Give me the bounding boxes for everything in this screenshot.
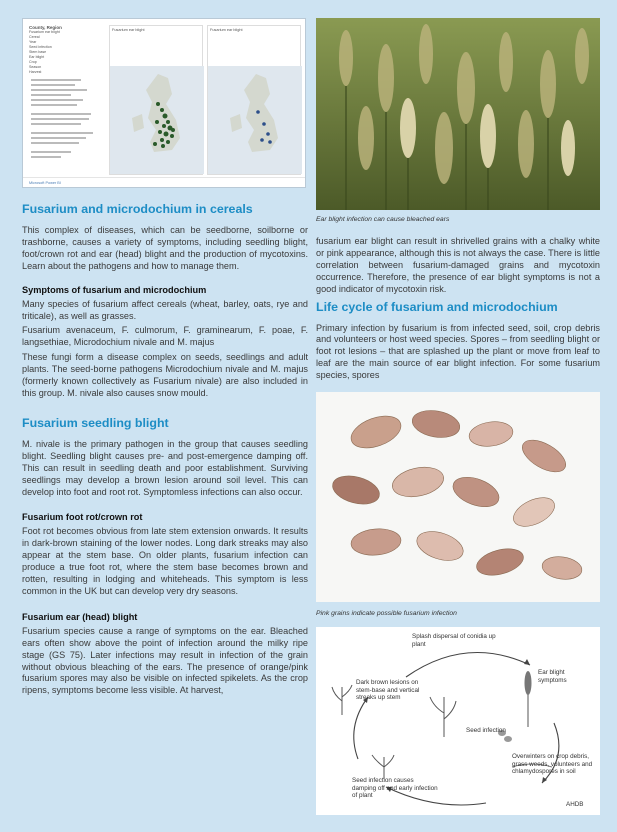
map-title: Fusarium ear blight xyxy=(210,28,243,32)
left-column xyxy=(22,18,308,697)
sidebar-line: Stem base xyxy=(29,50,47,54)
map-panel-1 xyxy=(109,25,203,175)
sidebar-line: Cereal xyxy=(29,35,40,39)
uk-map-2 xyxy=(208,34,302,174)
powerbi-footer xyxy=(23,177,305,187)
footrot-paragraph: Foot rot becomes obvious from late stem extension onwards. It results in dark-brown staining of the lower nodes. Long dark streaks may also appear at the stem base. On older plants, fusarium infection can produce a true foot rot, where the stem base becomes brown and rotten, resulting in lodging and whiteheads. This symptom is less common in the UK but can develop very dry seasons. xyxy=(22,526,308,596)
symptoms-paragraph-1: Many species of fusarium affect cereals (wheat, barley, oats, rye and triticale), as well as grasses. xyxy=(22,298,308,321)
uk-map-1 xyxy=(110,34,204,174)
sidebar-filler xyxy=(29,75,103,175)
diagram-credit: AHDB xyxy=(566,801,584,809)
seedling-heading: Fusarium seedling blight xyxy=(22,415,169,430)
label-seed-infection: Seed infection xyxy=(466,727,506,735)
map-panel-2 xyxy=(207,25,301,175)
sidebar-line: Year xyxy=(29,40,37,44)
photo1-caption: Ear blight infection can cause bleached ears xyxy=(316,216,450,223)
grains-illustration xyxy=(316,392,600,602)
grains-photo xyxy=(316,392,600,602)
powerbi-link[interactable]: Microsoft Power BI xyxy=(29,181,61,185)
label-lesions: Dark brown lesions on stem-base and vertical streaks up stem xyxy=(356,679,420,702)
map-dashboard-image xyxy=(22,18,306,188)
earblight-paragraph: Fusarium species cause a range of symptoms on the ear. Bleached ears often show above the point of infection around the milky ripe stage (GS 75). Later infections may result in infection of the grain without obvious bleaching of the ears. The presence of orange/pink fusarium spores may also be visible on infected spikelets. As the crop ripens, symptoms become less visible. At harvest, xyxy=(22,625,308,696)
sidebar-line: County, Region xyxy=(29,25,62,30)
map-title: Fusarium ear blight xyxy=(112,28,145,32)
lifecycle-paragraph: Primary infection by fusarium is from infected seed, soil, crop debris and volunteers or host weed species. Spores – from seedling blight or foot rot lesions – that are splashed up the plant or move from leaf to leaf are the main source of ear blight infection. For some fusarium species, spores xyxy=(316,322,600,381)
continuation-paragraph: fusarium ear blight can result in shrivelled grains with a chalky white or pink appearance, although this is not always the case. There is little correlation between fusarium-damaged grains and mycotoxin occurrence. Therefore, the presence of ear blight symptoms is not a good indicator of mycotoxin risk. xyxy=(316,236,600,294)
symptoms-heading: Symptoms of fusarium and microdochium xyxy=(22,284,207,295)
label-seed-causes: Seed infection causes damping off and early infection of plant xyxy=(352,777,438,800)
sidebar-line: Seed infection xyxy=(29,45,52,49)
photo2-caption: Pink grains indicate possible fusarium infection xyxy=(316,610,457,618)
intro-paragraph: This complex of diseases, which can be seedborne, soilborne or trashborne, causes a variety of symptoms, including seedling blight, foot/crown rot and ear (head) blight and the production of mycotoxins. Learn about the pathogens and how to manage them. xyxy=(22,225,308,271)
sidebar-line: Harvest xyxy=(29,70,42,74)
sidebar-line: Season xyxy=(29,65,42,69)
right-column xyxy=(316,18,600,815)
sidebar-line: Crop xyxy=(29,60,37,64)
label-splash: Splash dispersal of conidia up plant xyxy=(412,633,496,648)
earblight-heading: Fusarium ear (head) blight xyxy=(22,611,138,622)
label-overwinters: Overwinters on crop debris, grass weeds, volunteers and chlamydospores in soil xyxy=(512,753,593,776)
symptoms-paragraph-3: These fungi form a disease complex on seeds, seedlings and adult plants. The seed-borne pathogens Microdochium nivale and M. majus (formerly known collectively as Fusarium nivale) are also included in this group. M. nivale also causes snow mould. xyxy=(22,352,308,398)
wheat-ears-illustration xyxy=(316,18,600,210)
symptoms-paragraph-2: Fusarium avenaceum, F. culmorum, F. graminearum, F. poae, F. langsethiae, Microdochium nivale and M. majus xyxy=(22,325,308,348)
map-sidebar xyxy=(29,25,103,177)
seedling-paragraph: M. nivale is the primary pathogen in the group that causes seedling blight. Seedling blight causes pre- and post-emergence damping off. This can result in seedling death and poor establishment. Surviving seedlings may develop a brown lesion around soil level. This can develop into foot and root rot. Symptomless infections can also occur. xyxy=(22,438,308,497)
sidebar-line: Ear blight xyxy=(29,55,45,59)
label-ear-symptoms: Ear blight symptoms xyxy=(538,669,567,684)
section-title: Fusarium and microdochium in cereals xyxy=(22,202,253,216)
sidebar-line: Fusarium ear blight xyxy=(29,30,60,34)
wheat-field-photo xyxy=(316,18,600,210)
footrot-heading: Fusarium foot rot/crown rot xyxy=(22,512,143,523)
lifecycle-heading: Life cycle of fusarium and microdochium xyxy=(316,299,558,314)
lifecycle-diagram xyxy=(316,627,600,815)
